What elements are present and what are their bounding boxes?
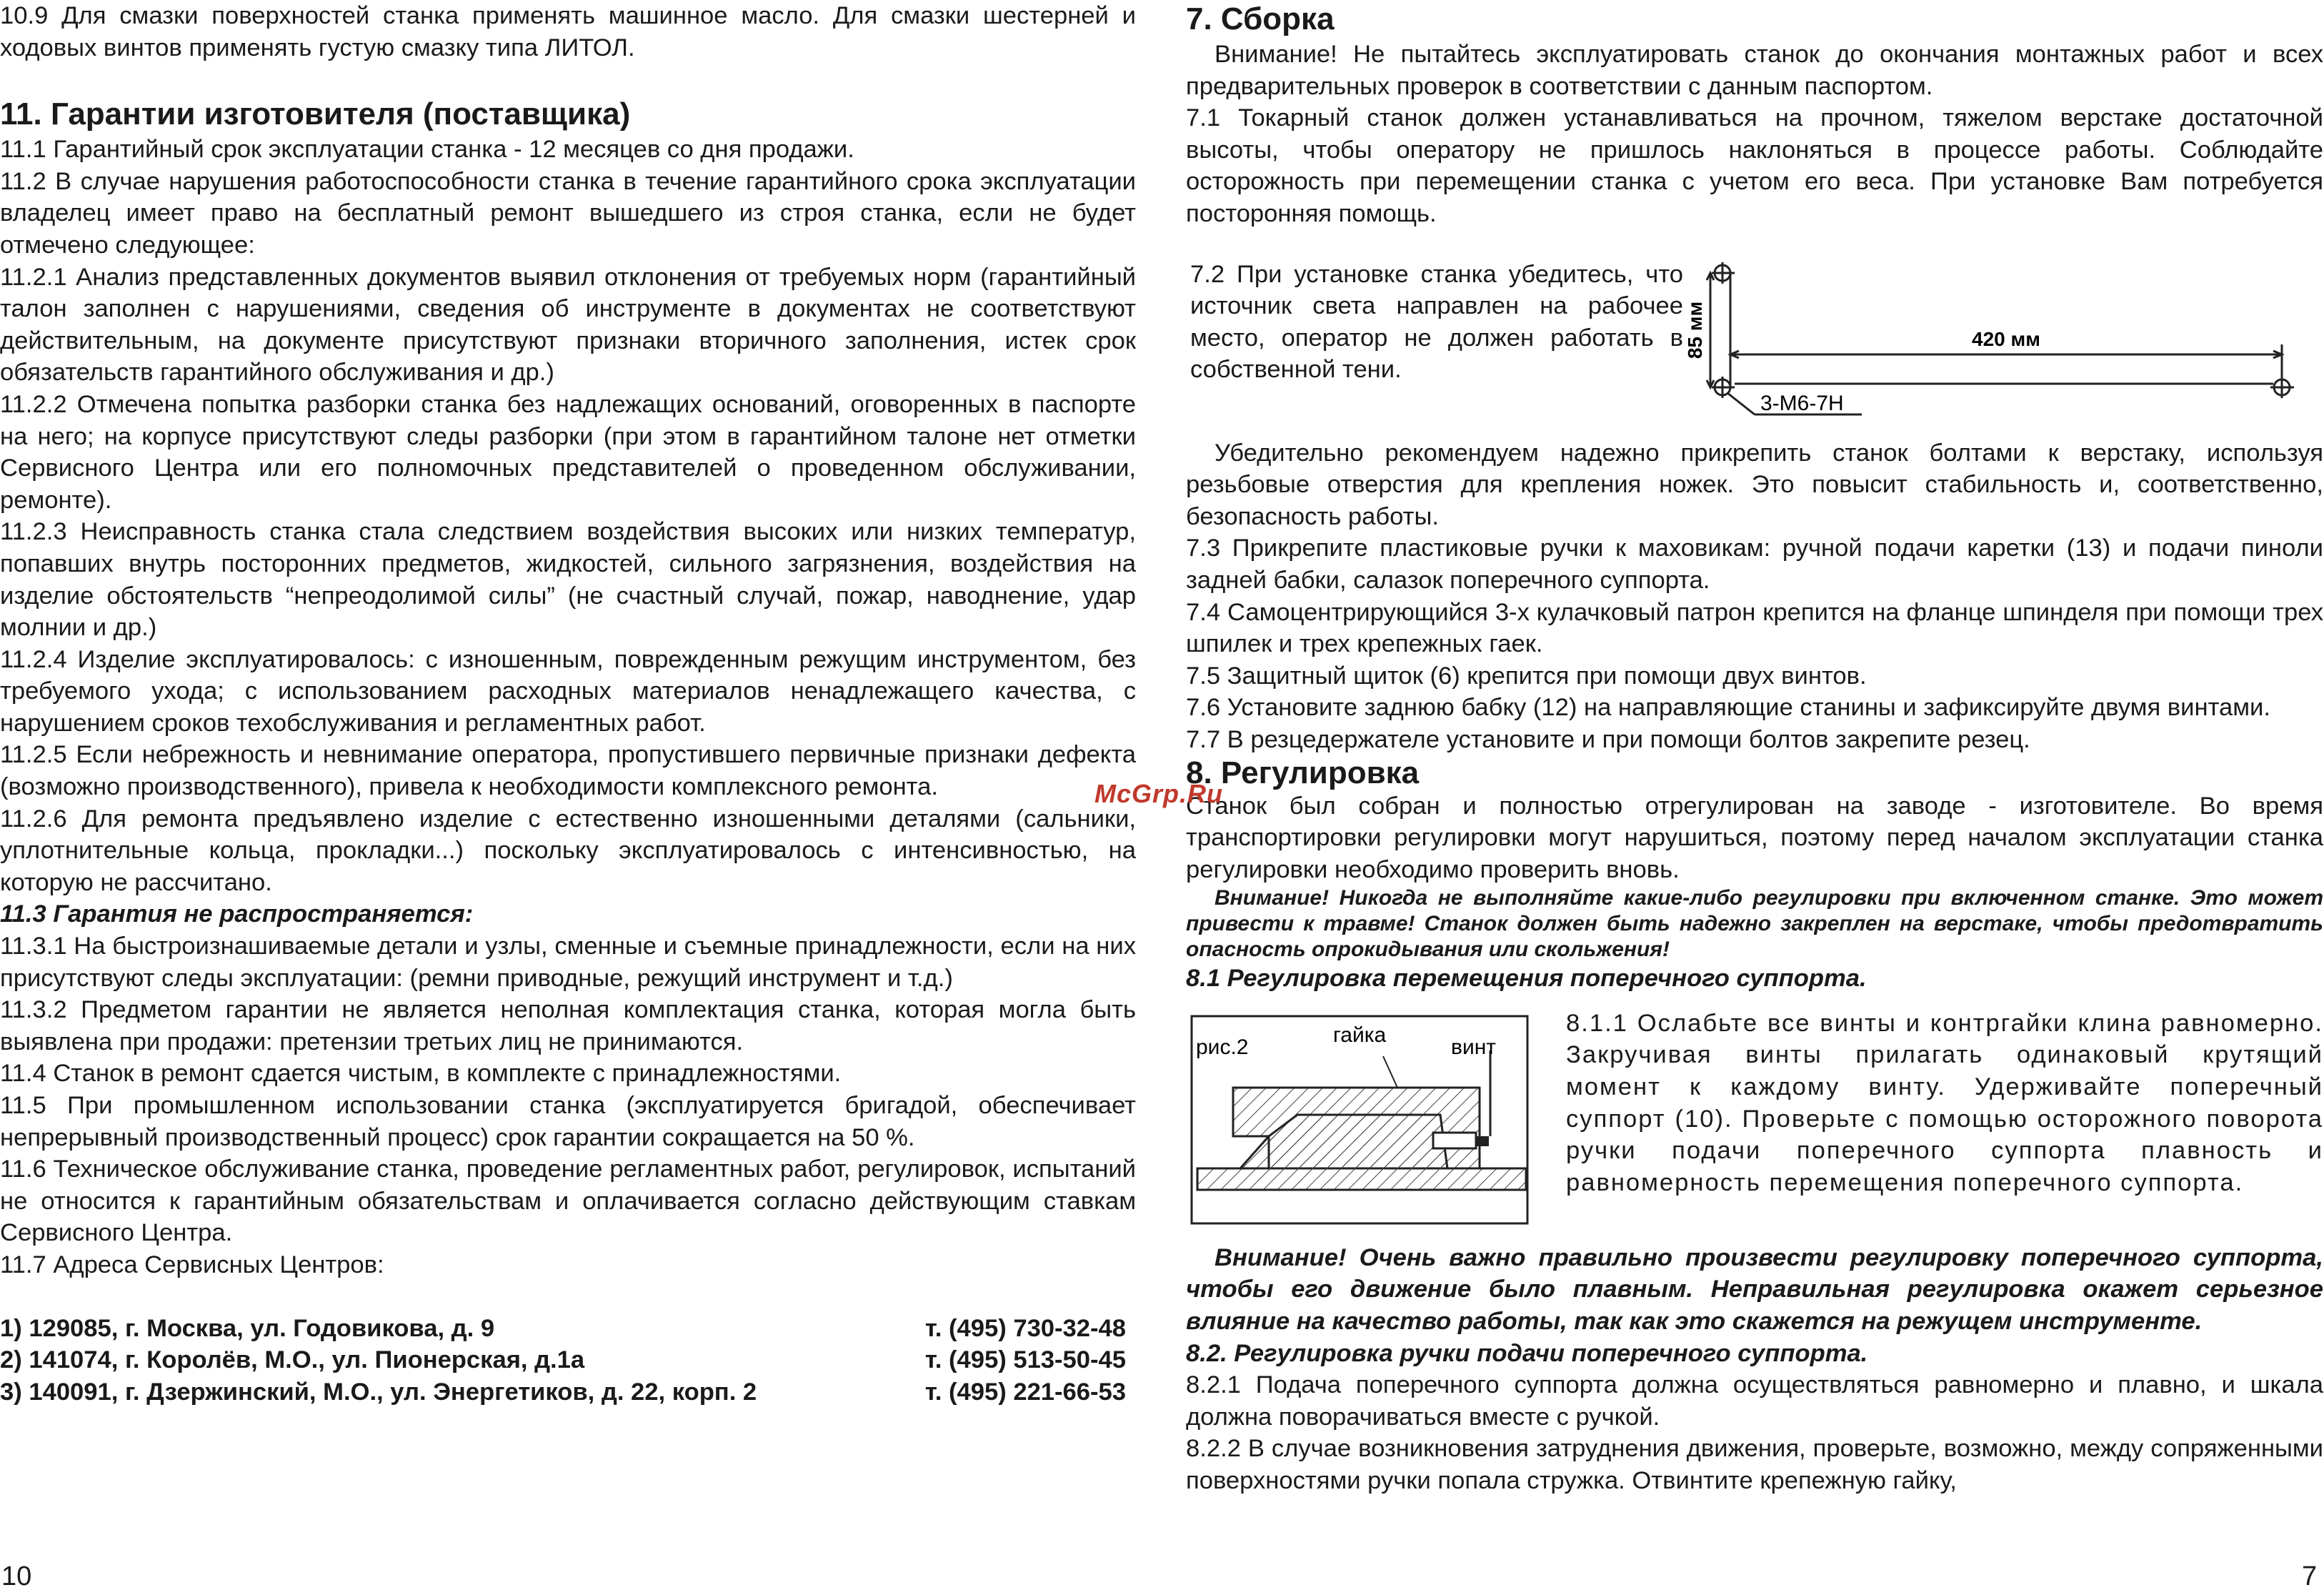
right-page — [1186, 0, 2323, 1497]
paragraph-11-2-3: 11.2.3 Неисправность станка стала следствием воздействия высоких или низких температур, попавших внутрь посторонних предметов, жидкостей, сильного загрязнения, воздействия на изделие обстоятельств “непреодолимой силы” (не счастный случай, пожар, наводнение, удар молнии и др.) — [0, 518, 1136, 642]
heading-11-3: 11.3 Гарантия не распространяется: — [0, 900, 474, 928]
paragraph-11-5: 11.5 При промышленном использовании станка (эксплуатируется бригадой, обеспечивает непрерывный производственный процесс) срок гарантии сокращается на 50 %. — [0, 1092, 1136, 1151]
slide-warning: Внимание! Очень важно правильно произвести регулировку поперечного суппорта, чтобы его движение было плавным. Неправильная регулировка окажет серьезное влияние на качество работы, так как это скажется на режущем инструменте. — [1186, 1243, 2323, 1336]
paragraph-7-4: 7.4 Самоцентрирующийся 3-х кулачковый патрон крепится на фланце шпинделя при помощи трех шпилек и трех крепежных гаек. — [1186, 598, 2323, 658]
paragraph-8-2-2: 8.2.2 В случае возникновения затруднения движения, проверьте, возможно, между сопряженными поверхностями ручки попала стружка. Отвинтите крепежную гайку, — [1186, 1435, 2323, 1495]
section-7-heading: 7. Сборка — [1186, 1, 1335, 36]
paragraph-8: Станок был собран и полностью отрегулирован на заводе - изготовителе. Во время транспортировки регулировки могут нарушиться, поэтому перед началом эксплуатации станка регулировки необходимо проверить вновь. — [1186, 792, 2323, 883]
watermark: McGrp.Ru — [1094, 779, 1224, 808]
paragraph-7-6: 7.6 Установите заднюю бабку (12) на направляющие станины и зафиксируйте двумя винтами. — [1186, 694, 2270, 722]
gib-screw — [1433, 1133, 1476, 1148]
paragraph-11-2-4: 11.2.4 Изделие эксплуатировалось: с изношенным, поврежденным режущим инструментом, без требуемого ухода; с использованием расходных материалов ненадлежащего качества, с нарушением сроков техобслуживания и регламентных работ. — [0, 645, 1136, 737]
paragraph-11-4: 11.4 Станок в ремонт сдается чистым, в комплекте с принадлежностями. — [0, 1060, 842, 1088]
address-phone: т. (495) 221-66-53 — [924, 1378, 1126, 1406]
address-text: 1) 129085, г. Москва, ул. Годовикова, д. 9 — [0, 1314, 495, 1342]
figure-caption: рис.2 — [1196, 1035, 1249, 1059]
paragraph-7-2: 7.2 При установке станка убедитесь, что источник света направлен на рабочее место, оператор не должен работать в собственной тени. — [1190, 260, 1683, 384]
paragraph-11-3-1: 11.3.1 На быстроизнашиваемые детали и узлы, сменные и съемные принадлежности, если на них присутствуют следы эксплуатации: (ремни приводные, режущий инструмент и т.д.) — [0, 933, 1136, 992]
paragraph-8-1-1: 8.1.1 Ослабьте все винты и контргайки клина равномерно. Закручивая винты прилагать одинаковый крутящий момент к каждому винту. Удерживайте поперечный суппорт (10). Проверьте с помощью осторожного поворота ручки подачи поперечного суппорта плавность и равномерность перемещения поперечного суппорта. — [1566, 1009, 2323, 1196]
paragraph-7-5: 7.5 Защитный щиток (6) крепится при помощи двух винтов. — [1186, 662, 1867, 690]
address-row — [0, 1376, 1136, 1408]
address-text: 2) 141074, г. Королёв, М.О., ул. Пионерская, д.1а — [0, 1346, 585, 1374]
nut-label: гайка — [1333, 1023, 1387, 1047]
adjustment-warning: Внимание! Никогда не выполняйте какие-либо регулировки при включенном станке. Это может привести к травме! Станок должен быть надежно закреплен на верстаке, чтобы предотвратить опасность опрокидывания или скольжения! — [1186, 886, 2323, 962]
heading-8-2: 8.2. Регулировка ручки подачи поперечного суппорта. — [1186, 1339, 1868, 1367]
dim-vertical-label: 85 мм — [1684, 301, 1706, 359]
section-8-heading: 8. Регулировка — [1186, 755, 1420, 790]
paragraph-7-1: 7.1 Токарный станок должен устанавливаться на прочном, тяжелом верстаке достаточной высоты, чтобы оператору не пришлось наклоняться в процессе работы. Соблюдайте осторожность при перемещении станка с учетом его веса. При установке Вам потребуется посторонняя помощь. — [1186, 104, 2323, 227]
paragraph-10-9: 10.9 Для смазки поверхностей станка применять машинное масло. Для смазки шестерней и ходовых винтов применять густую смазку типа ЛИТОЛ. — [0, 2, 1136, 61]
paragraph-11-2-5: 11.2.5 Если небрежность и невнимание оператора, пропустившего первичные признаки дефекта (возможно производственного), привела к необходимости комплексного ремонта. — [0, 741, 1136, 801]
screw-head — [1476, 1136, 1489, 1146]
heading-8-1: 8.1 Регулировка перемещения поперечного суппорта. — [1186, 965, 1867, 993]
screw-label: винт — [1451, 1035, 1497, 1059]
paragraph-8-2-1: 8.2.1 Подача поперечного суппорта должна осуществляться равномерно и плавно, и шкала должна поворачиваться вместе с ручкой. — [1186, 1371, 2323, 1431]
paragraph-7-3: 7.3 Прикрепите пластиковые ручки к маховикам: ручной подачи каретки (13) и подачи пиноли задней бабки, салазок поперечного суппорта. — [1186, 535, 2323, 594]
paragraph-11-2-1: 11.2.1 Анализ представленных документов выявил отклонения от требуемых норм (гарантийный талон заполнен с нарушениями, сведения об инструменте в документах не соответствуют действительным, на документе присутствуют признаки вторичного заполнения, истек срок обязательств гарантийного обслуживания и др.) — [0, 263, 1136, 387]
slide-figure-row — [1186, 1008, 2323, 1229]
paragraph-11-2: 11.2 В случае нарушения работоспособности станка в течение гарантийного срока эксплуатации владелец имеет право на бесплатный ремонт вышедшего из строя станка, если не будет отмечено следующее: — [0, 167, 1136, 259]
paragraph-11-2-6: 11.2.6 Для ремонта предъявлено изделие с естественно изношенными деталями (сальники, уплотнительные кольца, прокладки...) поскольку эксплуатировалось с интенсивностью, на которую не рассчитано. — [0, 805, 1136, 896]
paragraph-11-1: 11.1 Гарантийный срок эксплуатации станка - 12 месяцев со дня продажи. — [0, 136, 854, 164]
thread-label: 3-М6-7Н — [1760, 391, 1844, 415]
paragraph-bolts: Убедительно рекомендуем надежно прикрепить станок болтами к верстаку, используя резьбовые отверстия для крепления ножек. Это повысит стабильность и, соответственно, безопасность работы. — [1186, 439, 2323, 530]
paragraph-7-7: 7.7 В резцедержателе установите и при помощи болтов закрепите резец. — [1186, 725, 2030, 753]
mounting-figure-row — [1186, 259, 2323, 420]
page-number-right: 7 — [2302, 1561, 2318, 1591]
left-page — [0, 0, 1136, 1408]
address-row — [0, 1313, 1136, 1345]
page-number-left: 10 — [1, 1561, 32, 1591]
address-phone: т. (495) 513-50-45 — [924, 1346, 1126, 1374]
assembly-warning: Внимание! Не пытайтесь эксплуатировать станок до окончания монтажных работ и всех предварительных проверок в соответствии с данным паспортом. — [1186, 41, 2323, 100]
paragraph-11-3-2: 11.3.2 Предметом гарантии не является неполная комплектация станка, которая могла быть выявлена при продажи: претензии третьих лиц не принимаются. — [0, 996, 1136, 1055]
dim-horizontal-label: 420 мм — [1972, 327, 2040, 350]
cross-slide-diagram — [1190, 1008, 1533, 1229]
paragraph-11-6: 11.6 Техническое обслуживание станка, проведение регламентных работ, регулировок, испытаний не относится к гарантийным обязательствам и оплачивается согласно действующим ставкам Сервисного Центра. — [0, 1156, 1136, 1247]
address-text: 3) 140091, г. Дзержинский, М.О., ул. Энергетиков, д. 22, корп. 2 — [0, 1378, 757, 1406]
paragraph-11-2-2: 11.2.2 Отмечена попытка разборки станка без надлежащих оснований, оговоренных в паспорте на него; на корпусе присутствуют следы разборки (при этом в гарантийном талоне нет отметки Сервисного Центра или его полномочных представителей о проведенном обслуживании, ремонте). — [0, 390, 1136, 514]
address-phone: т. (495) 730-32-48 — [924, 1314, 1126, 1342]
section-11-heading: 11. Гарантии изготовителя (поставщика) — [0, 96, 631, 132]
paragraph-11-7: 11.7 Адреса Сервисных Центров: — [0, 1251, 384, 1278]
address-row — [0, 1344, 1136, 1376]
mounting-holes-diagram — [1683, 259, 2312, 416]
